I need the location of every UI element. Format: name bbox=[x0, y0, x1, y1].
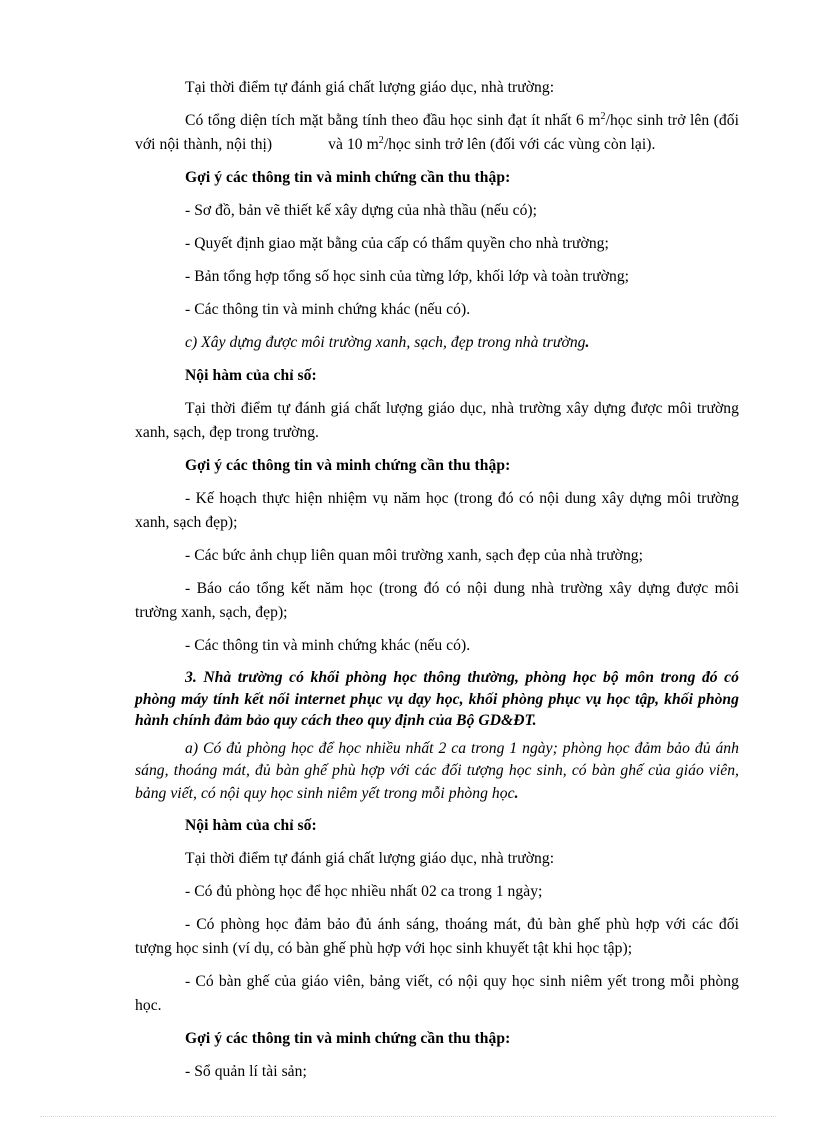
list-item: - Sơ đồ, bản vẽ thiết kế xây dựng của nhà thầu (nếu có); bbox=[185, 202, 538, 219]
heading-evidence-suggestions: Gợi ý các thông tin và minh chứng cần thu thập: bbox=[185, 457, 511, 474]
criterion-a-text: a) Có đủ phòng học để học nhiều nhất 2 ca trong 1 ngày; phòng học đảm bảo đủ ánh sáng, thoáng mát, đủ bàn ghế phù hợp với các đối tượng học sinh, có bàn ghế của giáo viên, bảng viết, có nội quy học sinh niêm yết trong mỗi phòng học bbox=[135, 739, 739, 802]
criterion-a-title bbox=[135, 738, 739, 806]
list-item: - Có đủ phòng học để học nhiều nhất 02 ca trong 1 ngày; bbox=[185, 883, 543, 900]
standard-3-title: 3. Nhà trường có khối phòng học thông thường, phòng học bộ môn trong đó có phòng máy tính kết nối internet phục vụ dạy học, khối phòng phục vụ học tập, khối phòng hành chính đảm bảo quy cách theo quy định của Bộ GD&ĐT. bbox=[135, 669, 739, 729]
heading-indicator-content: Nội hàm của chỉ số: bbox=[185, 367, 317, 384]
document-page bbox=[135, 76, 739, 1093]
paragraph-area-requirement bbox=[135, 109, 739, 157]
area-superscript-1: 2 bbox=[600, 111, 606, 122]
list-item: - Kế hoạch thực hiện nhiệm vụ năm học (trong đó có nội dung xây dựng môi trường xanh, sạch đẹp); bbox=[135, 490, 739, 531]
criterion-c-period: . bbox=[585, 334, 590, 351]
area-text-part3: và 10 m bbox=[328, 136, 379, 153]
list-item: - Quyết định giao mặt bằng của cấp có thẩm quyền cho nhà trường; bbox=[185, 235, 609, 252]
list-item: - Các thông tin và minh chứng khác (nếu có). bbox=[185, 637, 471, 654]
heading-evidence-suggestions: Gợi ý các thông tin và minh chứng cần thu thập: bbox=[185, 169, 511, 186]
criterion-c-text: c) Xây dựng được môi trường xanh, sạch, đẹp trong nhà trường bbox=[185, 334, 586, 351]
list-item: - Sổ quản lí tài sản; bbox=[185, 1063, 307, 1080]
area-text-part4: /học sinh trở lên (đối với các vùng còn lại). bbox=[383, 136, 656, 153]
list-item: - Các thông tin và minh chứng khác (nếu có). bbox=[185, 301, 471, 318]
list-item: - Các bức ảnh chụp liên quan môi trường xanh, sạch đẹp của nhà trường; bbox=[185, 547, 644, 564]
list-item: - Bản tổng hợp tổng số học sinh của từng lớp, khối lớp và toàn trường; bbox=[185, 268, 630, 285]
area-text-part2: /học sinh trở lên (đối với nội thành, nội thị) bbox=[135, 112, 739, 153]
area-text-part1: Có tổng diện tích mặt bằng tính theo đầu học sinh đạt ít nhất 6 m bbox=[185, 112, 601, 129]
area-superscript-2: 2 bbox=[378, 135, 384, 146]
list-item: - Có phòng học đảm bảo đủ ánh sáng, thoáng mát, đủ bàn ghế phù hợp với các đối tượng học sinh (ví dụ, có bàn ghế phù hợp với học sinh khuyết tật khi học tập); bbox=[135, 916, 739, 957]
paragraph-intro: Tại thời điểm tự đánh giá chất lượng giáo dục, nhà trường: bbox=[185, 79, 555, 96]
paragraph-body: Tại thời điểm tự đánh giá chất lượng giáo dục, nhà trường xây dựng được môi trường xanh, sạch, đẹp trong trường. bbox=[135, 400, 739, 441]
list-item: - Báo cáo tổng kết năm học (trong đó có nội dung nhà trường xây dựng được môi trường xanh, sạch, đẹp); bbox=[135, 580, 739, 621]
list-item: - Có bàn ghế của giáo viên, bảng viết, có nội quy học sinh niêm yết trong mỗi phòng học. bbox=[135, 973, 739, 1014]
heading-evidence-suggestions: Gợi ý các thông tin và minh chứng cần thu thập: bbox=[185, 1030, 511, 1047]
criterion-c-title bbox=[135, 331, 739, 355]
page-bottom-divider bbox=[40, 1116, 776, 1117]
criterion-a-period: . bbox=[514, 784, 519, 802]
heading-indicator-content: Nội hàm của chỉ số: bbox=[185, 817, 317, 834]
paragraph-body: Tại thời điểm tự đánh giá chất lượng giáo dục, nhà trường: bbox=[185, 850, 555, 867]
